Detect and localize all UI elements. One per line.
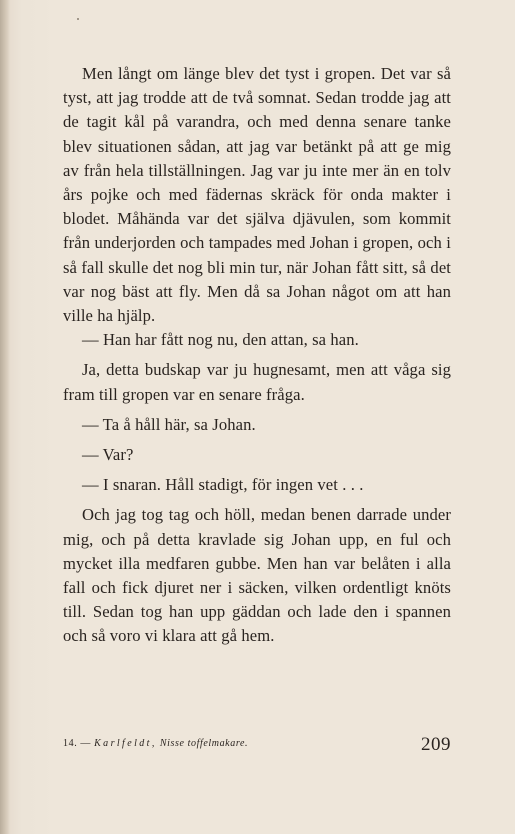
paragraph: Men långt om länge blev det tyst i gropen. Det var så tyst, att jag trodde att de två somnat. Sedan trodde jag att de tagit kål på varandra, och med denna senare tanke blev situationen sådan, att jag var betänkt på att ge mig av från hela tillställningen. Jag var ju inte mer än en tolv års pojke och med fädernas skräck för onda makter i blodet. Måhända var det själva djävulen, som kommit från underjorden och tampades med Johan i gropen, och i så fall skulle det nog bli min tur, när Johan fått sitt, så det var nog bäst att fly. Men då sa Johan något om att han ville ha hjälp. <box>63 64 451 326</box>
signature-author: Karlfeldt, <box>94 738 157 749</box>
dialogue-line: — Var? <box>82 445 134 465</box>
dialogue-line: — I snaran. Håll stadigt, för ingen vet . . . <box>82 475 364 495</box>
signature-title: Nisse toffelmakare. <box>159 738 249 749</box>
dialogue-line: — Ta å håll här, sa Johan. <box>82 414 256 434</box>
dialogue-line: — Han har fått nog nu, den attan, sa han. <box>82 330 359 350</box>
printer-signature <box>63 738 248 749</box>
paragraph: Ja, detta budskap var ju hugnesamt, men att våga sig fram till gropen var en senare fråga. <box>63 360 451 404</box>
paper-speck <box>77 18 79 20</box>
page-gutter-shadow <box>0 0 10 834</box>
page-number: 209 <box>421 734 451 755</box>
paragraph: Och jag tog tag och höll, medan benen darrade under mig, och på detta kravlade sig Johan upp, en ful och mycket illa medfaren gubbe. Men han var belåten i alla fall och fick djuret ner i säcken, vilken ordentligt knöts till. Sedan tog han upp gäddan och lade den i spannen och så voro vi klara att gå hem. <box>63 505 451 646</box>
body-text <box>63 62 451 649</box>
page-footer <box>63 734 451 758</box>
signature-number: 14. — <box>63 738 91 749</box>
